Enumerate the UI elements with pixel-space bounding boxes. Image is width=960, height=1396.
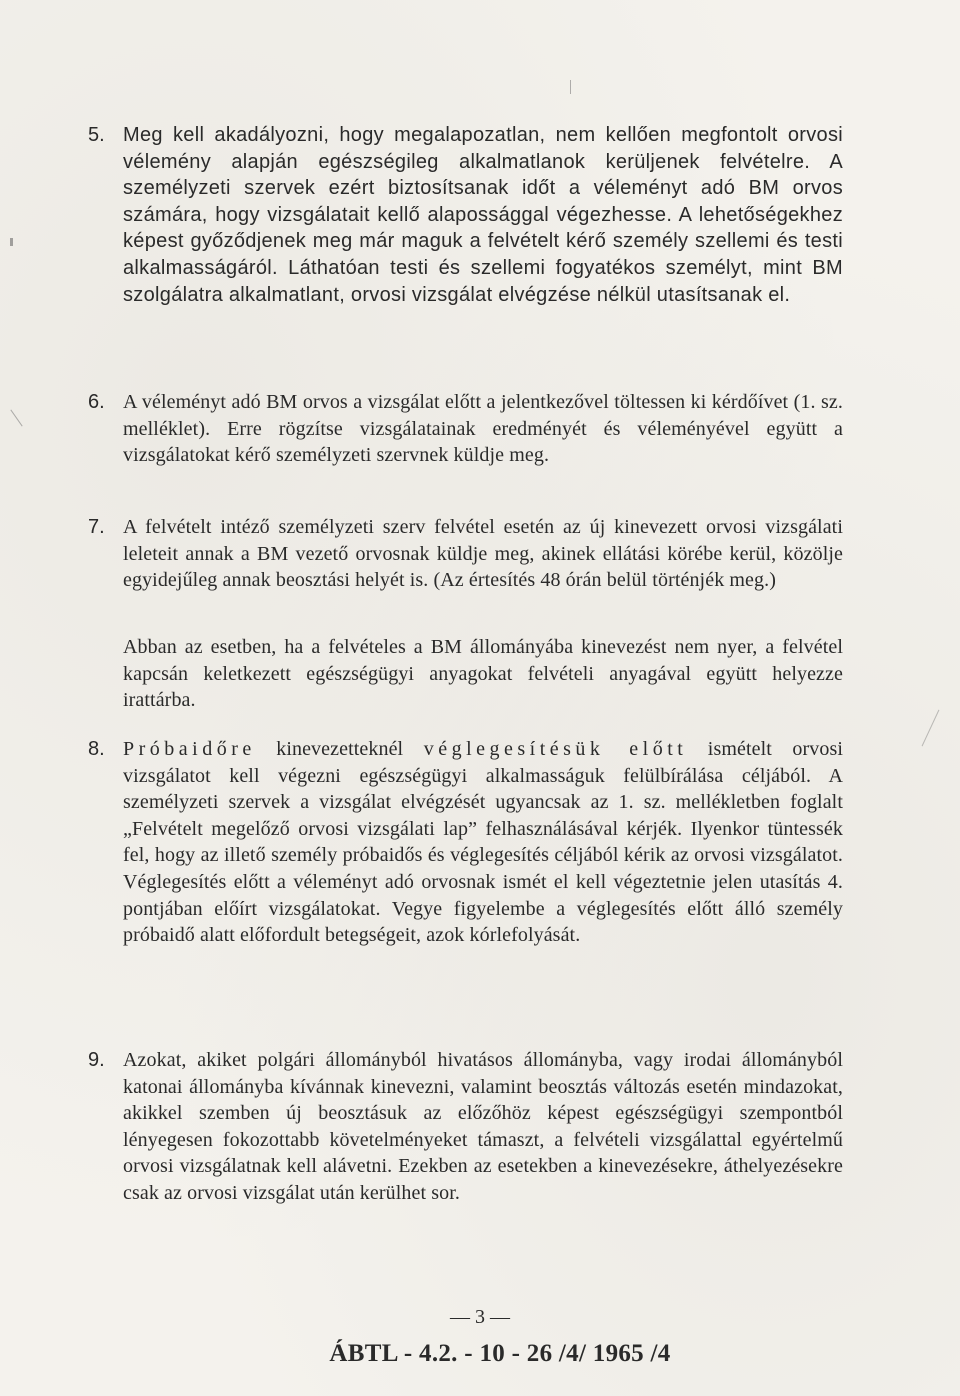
paragraph-text: kinevezetteknél: [255, 738, 424, 760]
scan-mark: [10, 410, 22, 427]
section-paragraph: A véleményt adó BM orvos a vizsgálat előtt a jelentkezővel töltessen ki kérdőívet (1. sz. melléklet). Erre rögzítse vizsgálatainak eredményét és véleményével együtt a vizsgálatokat kérő személyzeti szervnek küldje meg.: [123, 391, 843, 467]
section-paragraph: Abban az esetben, ha a felvételes a BM állományába kinevezést nem nyer, a felvétel kapcsán keletkezett egészségügyi anyagokat felvételi anyagával együtt helyezze irattárba.: [123, 636, 843, 712]
section-number: 9.: [88, 1049, 105, 1071]
scan-mark: [10, 238, 13, 246]
section-number: 5.: [88, 124, 105, 146]
section-paragraph: A felvételt intéző személyzeti szerv felvétel esetén az új kinevezett orvosi vizsgálati leleteit annak a BM vezető orvosnak küldje meg, akinek ellátási körébe kerül, közölje egyidejűleg annak beosztási helyét is. (Az értesítés 48 órán belül történjék meg.): [123, 516, 843, 592]
page-number: — 3 —: [450, 1306, 510, 1328]
paragraph-text: ismételt orvosi vizsgálatot kell végezni egészségügyi alkalmasságuk felülbírálása céljából. A személyzeti szervek a vizsgálat elvégzését ugyancsak az 1. sz. mellékletben foglalt „Felvételt megelőző orvosi vizsgálati lap” felhasználásával kérjék. Ilyenkor tüntessék fel, hogy az illető személy próbaidős és véglegesítés céljából kérik az orvosi vizsgálatot. Véglegesítés előtt a véleményt adó orvosnak ismét el kell végeztetnie jelen utasítás 4. pontjában előírt vizsgálatokat. Vegye figyelembe a véglegesítés előtt álló személy próbaidő alatt előfordult betegségeit, azok kórlefolyását.: [123, 738, 843, 947]
scan-mark: [570, 80, 571, 94]
emphasis-spaced-text: véglegesítésük előtt: [423, 738, 688, 760]
section-number: 7.: [88, 516, 105, 538]
section-number: 8.: [88, 738, 105, 760]
section-paragraph: Azokat, akiket polgári állományból hivatásos állományba, vagy irodai állományból katonai állományba kívánnak kinevezni, valamint beosztás változás esetén mindazokat, akikkel szemben új beosztásuk az előzőhöz képest egészségügyi szempontból lényegesen fokozottabb követelményeket támaszt, a felvételi vizsgálattal egyértelmű orvosi vizsgálatnak kell alávetni. Ezekben az esetekben a kinevezésekre, áthelyezésekre csak az orvosi vizsgálat után kerülhet sor.: [123, 1049, 843, 1204]
archive-reference: ÁBTL - 4.2. - 10 - 26 /4/ 1965 /4: [329, 1340, 671, 1367]
emphasis-spaced-text: Próbaidőre: [123, 738, 256, 760]
section-number: 6.: [88, 391, 105, 413]
section-paragraph: [123, 736, 843, 949]
scan-mark: [922, 710, 940, 747]
section-paragraph: Meg kell akadályozni, hogy megalapozatlan, nem kellően megfontolt orvosi vélemény alapján egészségileg alkalmatlanok kerüljenek felvételre. A személyzeti szervek ezért biztosítsanak időt a véleményt adó BM orvos számára, hogy vizsgálatait kellő alapossággal végezhesse. A lehetőségekhez képest győződjenek meg már maguk a felvételt kérő személy szellemi és testi alkalmasságáról. Láthatóan testi és szellemi fogyatékos személyt, mint BM szolgálatra alkalmatlant, orvosi vizsgálat elvégzése nélkül utasítsanak el.: [123, 124, 843, 306]
